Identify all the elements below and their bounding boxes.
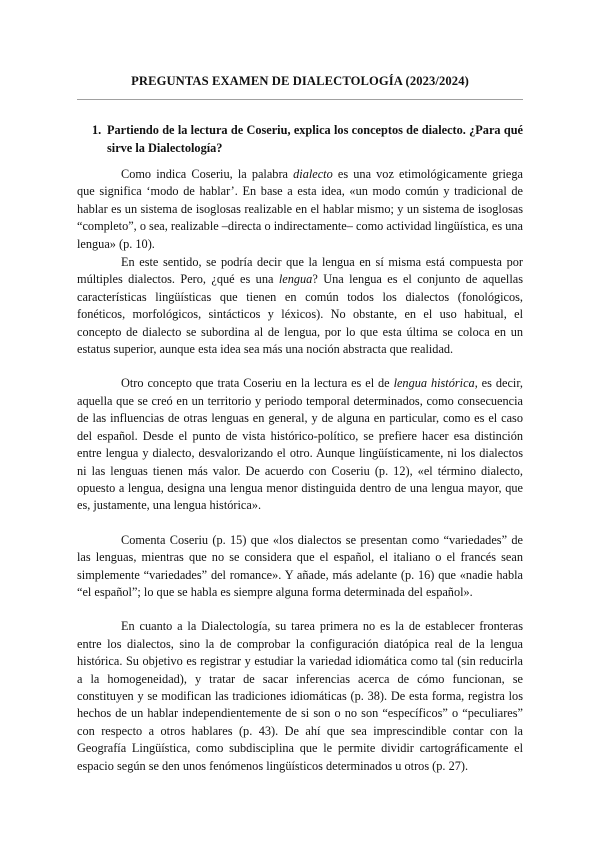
paragraph-1 (77, 166, 523, 253)
paragraph-3-part-c: , es decir, aquella que se creó en un territorio y periodo temporal determinados, como consecuencia de las influencias de otras lenguas en general, y de alguna en particular, como es el caso del español. Desde el punto de vista histórico-político, se prefiere hacer esa distinción entre lengua y dialecto, desvalorizando el otro. Aunque lingüísticamente, ni los dialectos ni las lenguas tienen más valor. De acuerdo con Coseriu (p. 12), «el término dialecto, opuesto a lengua, designa una lengua menor distinguida dentro de una lengua mayor, que es, justamente, una lengua histórica». (77, 376, 524, 513)
page-title: PREGUNTAS EXAMEN DE DIALECTOLOGÍA (2023/2024) (131, 74, 469, 88)
paragraph-3-part-a: Otro concepto que trata Coseriu en la lectura es el de (121, 376, 394, 391)
paragraph-2 (77, 254, 523, 358)
title-divider (77, 99, 523, 100)
question-heading (92, 121, 523, 157)
paragraph-1-part-a: Como indica Coseriu, la palabra (121, 167, 294, 181)
paragraph-2-term: lengua (278, 272, 313, 287)
paragraph-4: Comenta Coseriu (p. 15) que «los dialectos se presentan como “variedades” de las lenguas, mientras que no se considera que el español, el italiano o el francés sean simplemente “variedades” del romance». Y añade, más adelante (p. 16) que «nadie habla “el español”; lo que se habla es siempre alguna forma determinada del español». (77, 532, 523, 599)
paragraph-3-term: lengua histórica (393, 376, 475, 391)
paragraph-5: En cuanto a la Dialectología, su tarea primera no es la de establecer fronteras entre los dialectos, sino la de comprobar la configuración diatópica real de la lengua histórica. Su objetivo es registrar y estudiar la variedad idiomática como tal (sin reducirla a la homogeneidad), y tratar de sacar inferencias acerca de cómo funcionan, se constituyen y se modifican las tradiciones idiomáticas (p. 38). De esta forma, registra los hechos de un hablar independientemente de si son o no son “específicos” o “peculiares” con respecto a otros hablares (p. 43). De ahí que sea imprescindible contar con la Geografía Lingüística, como subdisciplina que le permite dividir cartográficamente el espacio según se den unos fenómenos lingüísticos determinados u otros (p. 27). (77, 619, 523, 773)
paragraph-1-term: dialecto (293, 167, 333, 181)
paragraph-2-part-a: En este sentido, se podría decir que la lengua en sí misma está compuesta por múltiples dialectos. Pero, ¿qué es una (77, 255, 523, 287)
paragraph-2-part-c: ? Una lengua es el conjunto de aquellas características lingüísticas que tienen en común todos los dialectos (fonológicos, fonéticos, morfológicos, sintácticos y léxicos). No obstante, en el uso habitual, el concepto de dialecto se subordina al de lengua, por lo que esta última se coloca en un estatus superior, aunque esta idea sea más una noción abstracta que realidad. (77, 272, 523, 357)
paragraph-3 (77, 375, 523, 514)
paragraph-1-part-c: es una voz etimológicamente griega que significa ‘modo de hablar’. En base a esta idea, «un modo común y tradicional de hablar es un sistema de isoglosas realizable en el hablar mismo; y un sistema de isoglosas “completo”, o sea, realizable –directa o indirectamente– como actividad lingüística, es una lengua» (p. 10). (77, 167, 523, 251)
question-text: Partiendo de la lectura de Coseriu, explica los conceptos de dialecto. ¿Para qué sirve la Dialectología? (107, 123, 523, 155)
answer-body (77, 166, 523, 775)
question-number: 1. (92, 123, 102, 137)
